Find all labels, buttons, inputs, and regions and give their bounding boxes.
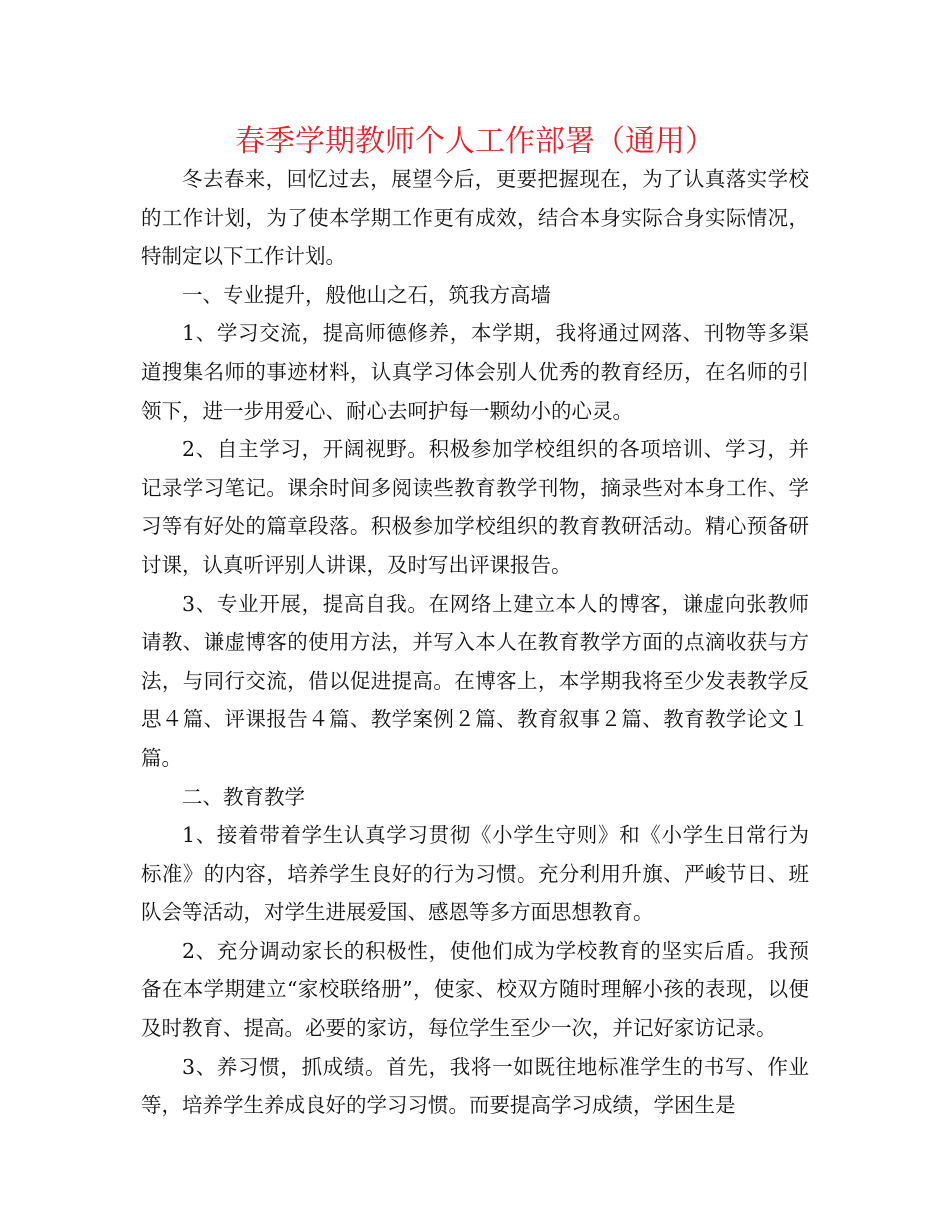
document-title: 春季学期教师个人工作部署（通用）	[235, 124, 715, 159]
paragraph-2-1: 1、接着带着学生认真学习贯彻《小学生守则》和《小学生日常行为标准》的内容，培养学生良好的行为习惯。充分利用升旗、严峻节日、班队会等活动，对学生进展爱国、感恩等多方面思想教育。	[141, 823, 809, 925]
paragraph-1-1: 1、学习交流，提高师德修养，本学期，我将通过网落、刊物等多渠道搜集名师的事迹材料，认真学习体会别人优秀的教育经历，在名师的引领下，进一步用爱心、耐心去呵护每一颗幼小的心灵。	[141, 321, 809, 423]
heading-section-1: 一、专业提升，般他山之石，筑我方高墙	[182, 282, 551, 307]
paragraph-2-3: 3、养习惯，抓成绩。首先，我将一如既往地标准学生的书写、作业等，培养学生养成良好的学习习惯。而要提高学习成绩，学困生是	[141, 1054, 809, 1118]
paragraph-intro: 冬去春来，回忆过去，展望今后，更要把握现在，为了认真落实学校的工作计划，为了使本学期工作更有成效，结合本身实际合身实际情况，特制定以下工作计划。	[141, 167, 809, 269]
heading-section-2: 二、教育教学	[182, 784, 305, 809]
document-body	[141, 160, 809, 1125]
paragraph-1-2: 2、自主学习，开阔视野。积极参加学校组织的各项培训、学习，并记录学习笔记。课余时间多阅读些教育教学刊物，摘录些对本身工作、学习等有好处的篇章段落。积极参加学校组织的教育教研活动。精心预备研讨课，认真听评别人讲课，及时写出评课报告。	[141, 437, 809, 577]
paragraph-2-2: 2、充分调动家长的积极性，使他们成为学校教育的坚实后盾。我预备在本学期建立“家校联络册”，使家、校双方随时理解小孩的表现，以便及时教育、提高。必要的家访，每位学生至少一次，并记好家访记录。	[141, 938, 809, 1041]
paragraph-1-3: 3、专业开展，提高自我。在网络上建立本人的博客，谦虚向张教师请教、谦虚博客的使用方法，并写入本人在教育教学方面的点滴收获与方法，与同行交流，借以促进提高。在博客上，本学期我将至少发表教学反思４篇、评课报告４篇、教学案例２篇、教育叙事２篇、教育教学论文１篇。	[141, 591, 809, 770]
